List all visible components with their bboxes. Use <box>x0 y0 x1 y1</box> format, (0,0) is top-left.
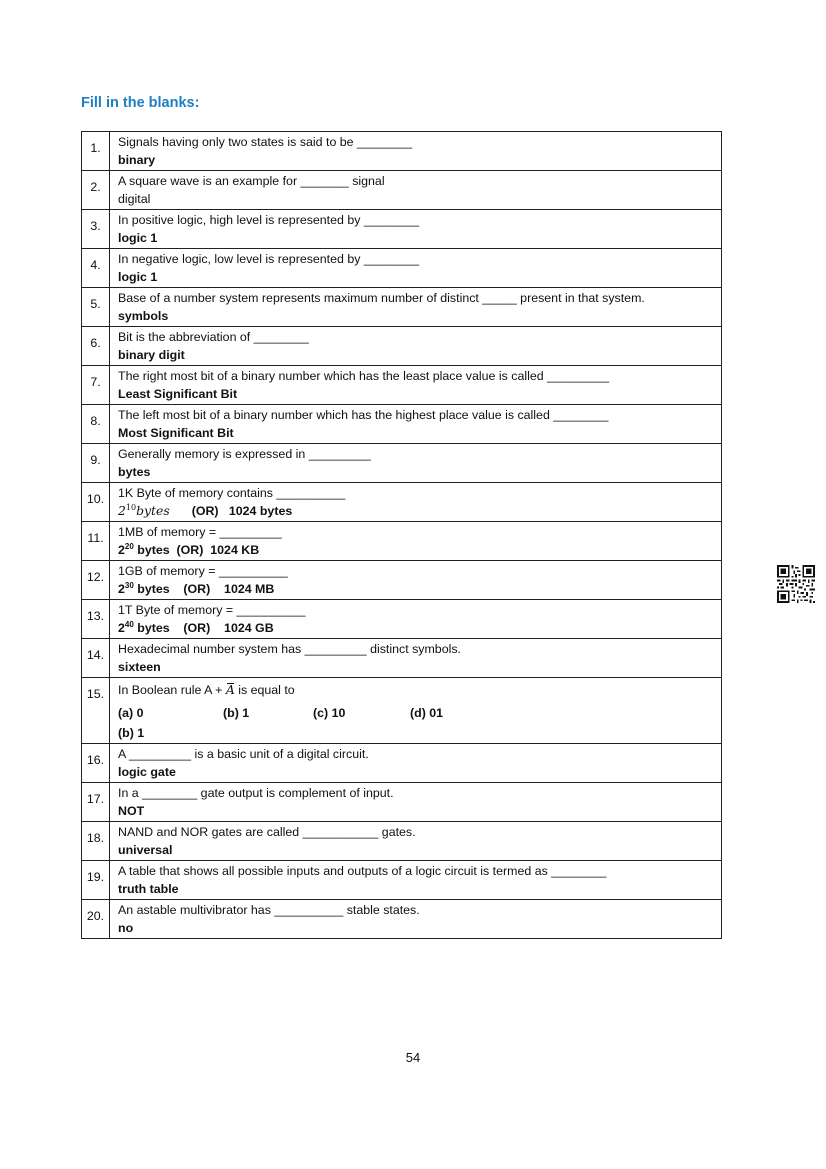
answer-base: 2 <box>118 621 125 635</box>
answer-text: logic 1 <box>118 231 158 245</box>
table-row <box>82 600 722 639</box>
question-number: 12. <box>82 561 110 600</box>
answer-text: sixteen <box>118 660 161 674</box>
answer-alt: 1024 GB <box>224 621 274 635</box>
answer-text: bytes <box>118 465 151 479</box>
question-text: NAND and NOR gates are called ___________ gates. <box>118 825 416 839</box>
answer-text: Most Significant Bit <box>118 426 234 440</box>
question-cell <box>110 405 722 444</box>
question-text: 1T Byte of memory = __________ <box>118 603 306 617</box>
answer-base: 2 <box>118 582 125 596</box>
answer-alt: 1024 bytes <box>228 504 293 518</box>
question-cell <box>110 366 722 405</box>
answer-or: (OR) <box>183 621 211 635</box>
table-row <box>82 366 722 405</box>
question-number: 9. <box>82 444 110 483</box>
table-row <box>82 249 722 288</box>
answer-text: logic gate <box>118 765 176 779</box>
question-text: In negative logic, low level is represented by ________ <box>118 252 420 266</box>
question-cell <box>110 288 722 327</box>
table-row <box>82 744 722 783</box>
answer-text: symbols <box>118 309 169 323</box>
table-row <box>82 822 722 861</box>
answer-base: 2 <box>118 543 125 557</box>
question-number: 15. <box>82 678 110 744</box>
question-text: 1K Byte of memory contains __________ <box>118 486 346 500</box>
answer-unit: bytes <box>136 503 170 518</box>
question-cell <box>110 522 722 561</box>
table-row <box>82 171 722 210</box>
page-number: 54 <box>405 1050 421 1065</box>
table-row <box>82 405 722 444</box>
question-text: 1MB of memory = _________ <box>118 525 282 539</box>
question-number: 3. <box>82 210 110 249</box>
question-cell <box>110 600 722 639</box>
table-row <box>82 444 722 483</box>
answer-exponent: 20 <box>124 541 134 551</box>
question-number: 1. <box>82 132 110 171</box>
question-number: 4. <box>82 249 110 288</box>
question-cell <box>110 171 722 210</box>
answer-or: (OR) <box>176 543 204 557</box>
answer-text: logic 1 <box>118 270 158 284</box>
table-row <box>82 288 722 327</box>
answer-unit: bytes <box>137 543 170 557</box>
question-text: Hexadecimal number system has _________ distinct symbols. <box>118 642 461 656</box>
answer-text: universal <box>118 843 173 857</box>
question-cell <box>110 783 722 822</box>
answer-math <box>118 503 170 518</box>
table-row <box>82 561 722 600</box>
question-number: 18. <box>82 822 110 861</box>
question-number: 11. <box>82 522 110 561</box>
question-text: Bit is the abbreviation of ________ <box>118 330 309 344</box>
table-row <box>82 483 722 522</box>
question-text <box>118 679 713 702</box>
answer-text: digital <box>118 192 151 206</box>
question-number: 5. <box>82 288 110 327</box>
option-d: (d) 01 <box>410 706 444 720</box>
answer-text: (b) 1 <box>118 726 145 740</box>
answer-exponent: 40 <box>124 619 134 629</box>
answer-text <box>118 619 713 637</box>
answer-unit: bytes <box>137 582 170 596</box>
question-cell <box>110 900 722 939</box>
question-text: In positive logic, high level is represented by ________ <box>118 213 420 227</box>
question-cell <box>110 744 722 783</box>
table-row <box>82 678 722 744</box>
question-cell <box>110 132 722 171</box>
question-number: 14. <box>82 639 110 678</box>
table-row <box>82 522 722 561</box>
question-cell <box>110 210 722 249</box>
answer-text: no <box>118 921 134 935</box>
question-text: The left most bit of a binary number which has the highest place value is called ________ <box>118 408 609 422</box>
question-text: Signals having only two states is said to be ________ <box>118 135 413 149</box>
qr-code-icon <box>777 565 815 603</box>
table-row <box>82 783 722 822</box>
answer-base: 2 <box>118 503 126 518</box>
question-text: A square wave is an example for _______ signal <box>118 174 385 188</box>
table-row <box>82 132 722 171</box>
question-text: The right most bit of a binary number which has the least place value is called _________ <box>118 369 610 383</box>
answer-text <box>118 580 713 598</box>
answer-text: Least Significant Bit <box>118 387 238 401</box>
question-cell <box>110 327 722 366</box>
table-row <box>82 639 722 678</box>
question-number: 8. <box>82 405 110 444</box>
question-cell <box>110 861 722 900</box>
answer-text <box>118 502 713 520</box>
answer-text: binary <box>118 153 156 167</box>
answer-exponent: 10 <box>125 502 137 512</box>
question-text-pre: In Boolean rule A + <box>118 683 226 697</box>
answer-alt: 1024 KB <box>210 543 260 557</box>
answer-unit: bytes <box>137 621 170 635</box>
question-text: An astable multivibrator has __________ stable states. <box>118 903 420 917</box>
question-text: 1GB of memory = __________ <box>118 564 288 578</box>
question-number: 7. <box>82 366 110 405</box>
answer-text: binary digit <box>118 348 185 362</box>
question-number: 6. <box>82 327 110 366</box>
question-number: 16. <box>82 744 110 783</box>
option-c: (c) 10 <box>313 706 346 720</box>
question-cell <box>110 561 722 600</box>
answer-text: truth table <box>118 882 179 896</box>
question-text: In a ________ gate output is complement of input. <box>118 786 394 800</box>
question-number: 2. <box>82 171 110 210</box>
question-cell <box>110 444 722 483</box>
question-text: A _________ is a basic unit of a digital circuit. <box>118 747 369 761</box>
table-row <box>82 861 722 900</box>
question-number: 17. <box>82 783 110 822</box>
answer-or: (OR) <box>191 504 219 518</box>
table-row <box>82 900 722 939</box>
question-text: A table that shows all possible inputs and outputs of a logic circuit is termed as ________ <box>118 864 607 878</box>
question-cell <box>110 639 722 678</box>
question-number: 13. <box>82 600 110 639</box>
section-heading: Fill in the blanks: <box>81 95 200 111</box>
question-text: Base of a number system represents maximum number of distinct _____ present in that system. <box>118 291 645 305</box>
question-text-post: is equal to <box>234 683 295 697</box>
option-a: (a) 0 <box>118 706 144 720</box>
options-row <box>118 702 713 724</box>
question-number: 10. <box>82 483 110 522</box>
fill-in-blanks-table <box>81 131 722 939</box>
answer-text <box>118 541 713 559</box>
question-cell <box>110 678 722 744</box>
answer-or: (OR) <box>183 582 211 596</box>
answer-text: NOT <box>118 804 145 818</box>
option-b: (b) 1 <box>223 706 250 720</box>
answer-alt: 1024 MB <box>224 582 275 596</box>
question-cell <box>110 483 722 522</box>
question-number: 20. <box>82 900 110 939</box>
question-text: Generally memory is expressed in _________ <box>118 447 371 461</box>
answer-exponent: 30 <box>124 580 134 590</box>
table-row <box>82 210 722 249</box>
a-bar-symbol: A <box>225 682 235 697</box>
table-row <box>82 327 722 366</box>
question-cell <box>110 822 722 861</box>
question-cell <box>110 249 722 288</box>
question-number: 19. <box>82 861 110 900</box>
